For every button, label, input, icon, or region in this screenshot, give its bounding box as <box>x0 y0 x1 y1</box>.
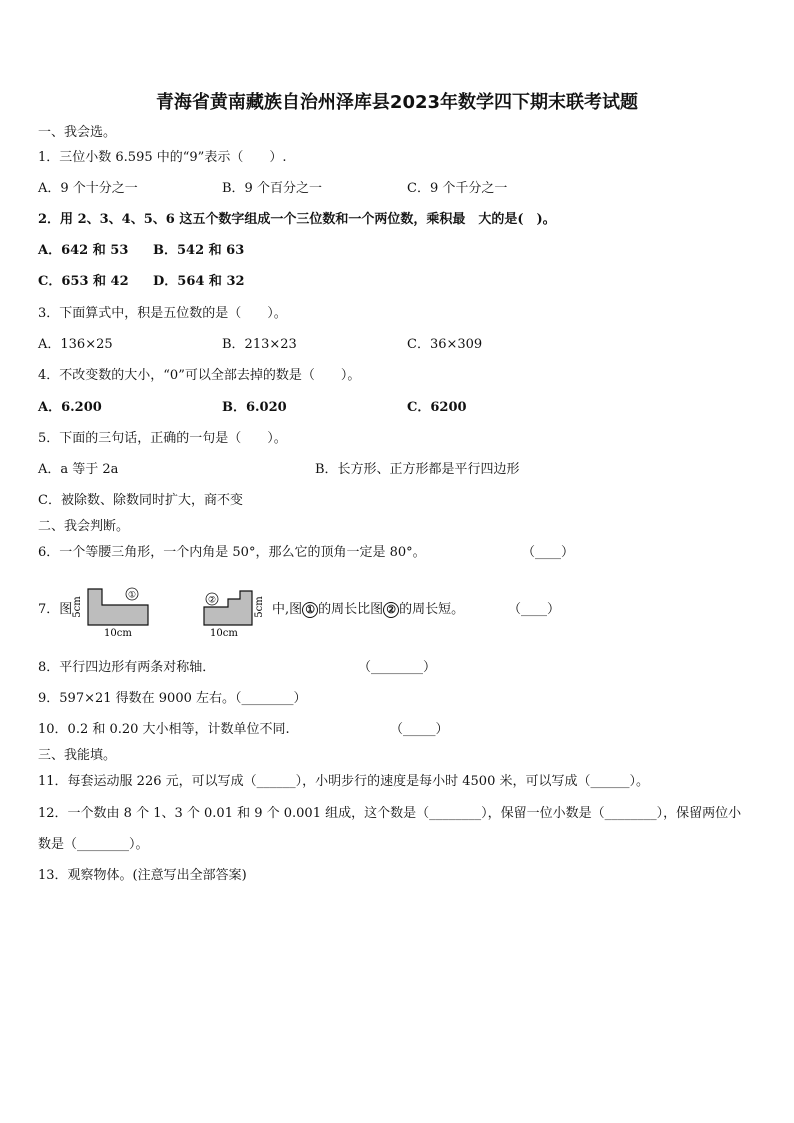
question-2-option-b: B．542 和 63 <box>153 243 245 258</box>
question-8-answer-paren: （________） <box>358 660 437 675</box>
question-7-text <box>272 598 464 618</box>
figure-1-ref-number: ① <box>302 602 318 618</box>
question-2-option-c: C．653 和 42 <box>38 274 129 289</box>
figure-1-number: ① <box>127 590 137 601</box>
question-7-prefix: 7．图 <box>38 602 73 617</box>
page-title: 青海省黄南藏族自治州泽库县2023年数学四下期末联考试题 <box>155 92 639 113</box>
figure-2-height-label: 5cm <box>254 596 265 618</box>
question-9-stem: 9．597×21 得数在 9000 左右。（________） <box>38 691 307 706</box>
question-3-option-c: C．36×309 <box>407 337 483 352</box>
question-5-option-c: C．被除数、除数同时扩大，商不变 <box>38 493 243 508</box>
question-8-stem: 8．平行四边形有两条对称轴． <box>38 660 216 675</box>
question-7-mid: 中,图 <box>272 602 303 617</box>
question-13-stem: 13．观察物体。(注意写出全部答案) <box>38 868 247 883</box>
question-10-answer-paren: （_____） <box>390 722 449 737</box>
figure-2 <box>194 583 272 639</box>
question-2-stem: 2．用 2、3、4、5、6 这五个数字组成一个三位数和一个两位数，乘积最 大的是( )。 <box>38 212 556 227</box>
figure-1 <box>74 583 166 639</box>
question-4-option-c: C．6200 <box>407 400 467 415</box>
question-6-answer-paren: （____） <box>522 545 575 560</box>
figure-1-drawing <box>74 583 166 639</box>
figure-1-height-label: 5cm <box>72 596 83 618</box>
figure-2-width-label: 10cm <box>210 628 238 639</box>
question-1-option-b: B．9 个百分之一 <box>222 181 322 196</box>
question-4-option-a: A．6.200 <box>38 400 102 415</box>
question-5-stem: 5．下面的三句话，正确的一句是（ ）。 <box>38 431 287 446</box>
figure-2-number: ② <box>207 595 217 606</box>
question-5-option-b: B．长方形、正方形都是平行四边形 <box>315 462 520 477</box>
question-4-option-b: B．6.020 <box>222 400 287 415</box>
question-3-option-b: B．213×23 <box>222 337 297 352</box>
question-1-option-a: A．9 个十分之一 <box>38 181 138 196</box>
section-heading-1: 一、我会选。 <box>38 125 117 140</box>
section-heading-2: 二、我会判断。 <box>38 519 130 534</box>
figure-1-width-label: 10cm <box>104 628 132 639</box>
question-7-text-1: 的周长比图 <box>318 602 384 617</box>
question-7-answer-paren: （____） <box>508 602 561 617</box>
section-heading-3: 三、我能填。 <box>38 748 117 763</box>
question-6-stem: 6．一个等腰三角形，一个内角是 50°，那么它的顶角一定是 80°。 <box>38 545 426 560</box>
figure-2-drawing <box>194 583 272 639</box>
question-3-option-a: A．136×25 <box>38 337 113 352</box>
question-5-option-a: A．a 等于 2a <box>38 462 119 477</box>
question-2-option-d: D．564 和 32 <box>153 274 245 289</box>
question-10-stem: 10．0.2 和 0.20 大小相等，计数单位不同. <box>38 722 290 737</box>
figure-2-ref-number: ② <box>383 602 399 618</box>
question-1-option-c: C．9 个千分之一 <box>407 181 508 196</box>
question-7-text-2: 的周长短。 <box>399 602 465 617</box>
question-11-stem: 11．每套运动服 226 元，可以写成（______），小明步行的速度是每小时 4500 米，可以写成（______）。 <box>38 774 649 789</box>
question-12-line-2: 数是（________）。 <box>38 837 149 852</box>
question-4-stem: 4．不改变数的大小，“0”可以全部去掉的数是（ ）。 <box>38 368 361 383</box>
question-1-stem: 1．三位小数 6.595 中的“9”表示（ ）. <box>38 150 287 165</box>
question-12-line-1: 12．一个数由 8 个 1、3 个 0.01 和 9 个 0.001 组成，这个数是（________），保留一位小数是（________），保留两位小 <box>38 806 742 821</box>
question-2-option-a: A．642 和 53 <box>38 243 129 258</box>
question-3-stem: 3．下面算式中，积是五位数的是（ ）。 <box>38 306 287 321</box>
